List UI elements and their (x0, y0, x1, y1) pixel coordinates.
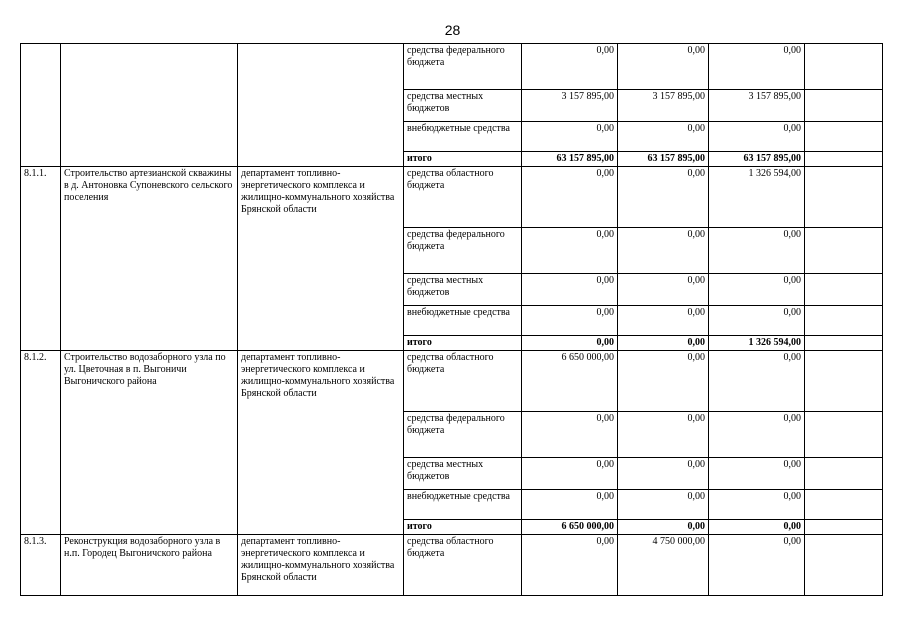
value-cell-3: 0,00 (709, 412, 805, 458)
empty-cell (805, 228, 883, 274)
value-cell-3: 0,00 (709, 306, 805, 336)
empty-cell (805, 274, 883, 306)
value-cell-2: 0,00 (618, 228, 709, 274)
funding-source-cell: средства федерального бюджета (404, 44, 522, 90)
value-cell-3: 1 326 594,00 (709, 336, 805, 351)
value-cell-1: 0,00 (522, 306, 618, 336)
funding-source-cell: итого (404, 336, 522, 351)
value-cell-1: 0,00 (522, 412, 618, 458)
empty-cell (805, 520, 883, 535)
item-org-cell: департамент топливно-энергетического комплекса и жилищно-коммунального хозяйства Брянской области (238, 351, 404, 535)
code-cell (21, 44, 61, 167)
funding-source-cell: средства областного бюджета (404, 535, 522, 596)
value-cell-3: 0,00 (709, 44, 805, 90)
value-cell-2: 0,00 (618, 412, 709, 458)
value-cell-2: 0,00 (618, 122, 709, 152)
value-cell-1: 0,00 (522, 336, 618, 351)
name-cell (61, 44, 238, 167)
empty-cell (805, 351, 883, 412)
value-cell-2: 63 157 895,00 (618, 152, 709, 167)
value-cell-3: 63 157 895,00 (709, 152, 805, 167)
value-cell-3: 0,00 (709, 520, 805, 535)
table-body (21, 44, 883, 596)
table-row (21, 535, 883, 596)
table-row (21, 167, 883, 228)
item-name-cell: Реконструкция водозаборного узла в н.п. Городец Выгоничского района (61, 535, 238, 596)
empty-cell (805, 90, 883, 122)
value-cell-1: 0,00 (522, 490, 618, 520)
value-cell-2: 0,00 (618, 306, 709, 336)
value-cell-1: 0,00 (522, 228, 618, 274)
funding-source-cell: итого (404, 152, 522, 167)
value-cell-2: 0,00 (618, 520, 709, 535)
value-cell-3: 0,00 (709, 458, 805, 490)
value-cell-2: 4 750 000,00 (618, 535, 709, 596)
value-cell-2: 0,00 (618, 351, 709, 412)
page-number: 28 (444, 22, 461, 38)
funding-source-cell: средства местных бюджетов (404, 274, 522, 306)
value-cell-3: 0,00 (709, 535, 805, 596)
value-cell-2: 0,00 (618, 44, 709, 90)
item-org-cell: департамент топливно-энергетического комплекса и жилищно-коммунального хозяйства Брянской области (238, 167, 404, 351)
empty-cell (805, 458, 883, 490)
org-cell (238, 44, 404, 167)
budget-table (20, 43, 883, 596)
value-cell-2: 0,00 (618, 274, 709, 306)
empty-cell (805, 167, 883, 228)
table-row (21, 351, 883, 412)
funding-source-cell: внебюджетные средства (404, 306, 522, 336)
funding-source-cell: внебюджетные средства (404, 122, 522, 152)
value-cell-3: 0,00 (709, 490, 805, 520)
value-cell-3: 0,00 (709, 122, 805, 152)
funding-source-cell: итого (404, 520, 522, 535)
item-name-cell: Строительство водозаборного узла по ул. Цветочная в п. Выгоничи Выгоничского района (61, 351, 238, 535)
value-cell-1: 63 157 895,00 (522, 152, 618, 167)
value-cell-1: 0,00 (522, 535, 618, 596)
value-cell-2: 0,00 (618, 490, 709, 520)
empty-cell (805, 336, 883, 351)
value-cell-1: 0,00 (522, 167, 618, 228)
value-cell-2: 3 157 895,00 (618, 90, 709, 122)
empty-cell (805, 306, 883, 336)
empty-cell (805, 535, 883, 596)
value-cell-3: 0,00 (709, 228, 805, 274)
value-cell-2: 0,00 (618, 167, 709, 228)
value-cell-3: 0,00 (709, 274, 805, 306)
funding-source-cell: средства областного бюджета (404, 351, 522, 412)
table-row (21, 44, 883, 90)
funding-source-cell: внебюджетные средства (404, 490, 522, 520)
item-name-cell: Строительство артезианской скважины в д. Антоновка Супоневского сельского поселения (61, 167, 238, 351)
value-cell-1: 0,00 (522, 274, 618, 306)
empty-cell (805, 490, 883, 520)
empty-cell (805, 412, 883, 458)
value-cell-1: 6 650 000,00 (522, 520, 618, 535)
empty-cell (805, 152, 883, 167)
value-cell-1: 0,00 (522, 458, 618, 490)
value-cell-3: 1 326 594,00 (709, 167, 805, 228)
item-org-cell: департамент топливно-энергетического комплекса и жилищно-коммунального хозяйства Брянской области (238, 535, 404, 596)
item-code-cell: 8.1.2. (21, 351, 61, 535)
empty-cell (805, 122, 883, 152)
item-code-cell: 8.1.1. (21, 167, 61, 351)
value-cell-1: 0,00 (522, 44, 618, 90)
value-cell-2: 0,00 (618, 336, 709, 351)
funding-source-cell: средства федерального бюджета (404, 412, 522, 458)
funding-source-cell: средства местных бюджетов (404, 458, 522, 490)
item-code-cell: 8.1.3. (21, 535, 61, 596)
value-cell-3: 0,00 (709, 351, 805, 412)
empty-cell (805, 44, 883, 90)
funding-source-cell: средства местных бюджетов (404, 90, 522, 122)
funding-source-cell: средства областного бюджета (404, 167, 522, 228)
funding-source-cell: средства федерального бюджета (404, 228, 522, 274)
value-cell-1: 0,00 (522, 122, 618, 152)
value-cell-2: 0,00 (618, 458, 709, 490)
value-cell-3: 3 157 895,00 (709, 90, 805, 122)
value-cell-1: 3 157 895,00 (522, 90, 618, 122)
value-cell-1: 6 650 000,00 (522, 351, 618, 412)
